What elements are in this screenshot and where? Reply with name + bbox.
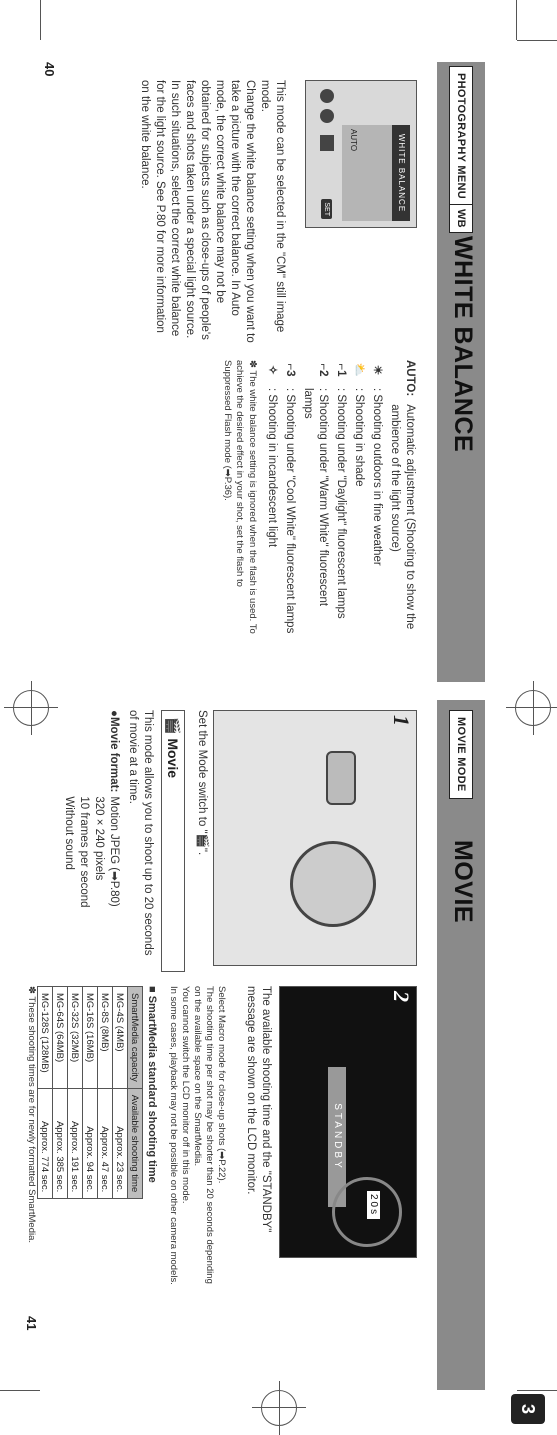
crop-mark [516, 0, 517, 40]
page-title: MOVIE [449, 840, 477, 924]
list-item: : Shooting under "Daylight" fluorescent lamps [335, 388, 347, 619]
format-label: ●Movie format: [108, 710, 120, 793]
table-note: ✽ These shooting times are for newly formatted SmartMedia. [26, 986, 37, 1244]
exposure-icon [320, 109, 334, 123]
step-2-figure [279, 986, 417, 1258]
step-number: 1 [389, 715, 414, 726]
movie-subheading: 🎬 Movie [161, 710, 185, 972]
list-item: : Shooting outdoors in fine weather [371, 388, 383, 566]
table-header-row [128, 987, 143, 1199]
wb-intro-text [137, 80, 287, 345]
table-header: SmartMedia capacity [128, 987, 143, 1089]
movie-notes [167, 986, 227, 1286]
registration-mark-icon [261, 1390, 297, 1426]
step-1-figure [213, 710, 417, 966]
shooting-time-table [37, 986, 143, 1199]
table-row: MG-64S (64MB) Approx. 385 sec. [53, 987, 68, 1199]
incandescent-icon: ✧ [266, 365, 278, 375]
page-title: WHITE BALANCE [449, 236, 477, 453]
format-line: Without sound [63, 796, 75, 870]
standby-banner: STANDBY [328, 1067, 346, 1207]
crop-mark [40, 0, 41, 40]
list-item: : Shooting in shade [353, 388, 365, 487]
list-item: Automatic adjustment (Shooting to show the ambience of the light source) [389, 404, 416, 630]
time-remaining: 20s [367, 1191, 380, 1219]
wb-menu-icon [320, 135, 334, 151]
table-row: MG-128S (128MB) Approx. 774 sec. [38, 987, 53, 1199]
self-timer-icon [320, 89, 334, 103]
wb-paragraph: Change the white balance setting when you want to take a picture with the correct balance. In Auto mode, the correct white balance may not be obtained for subjects such as close-ups of people's faces and shots taken under a special light source. In such situations, select the correct white balance for the light source. See P.80 for more information on the white balance. [139, 80, 256, 343]
lcd-title: WHITE BALANCE [392, 125, 410, 221]
mode-switch-icon [326, 751, 356, 805]
list-item: : Shooting under "Cool White" fluorescent lamps [284, 388, 296, 634]
format-line: 10 frames per second [78, 796, 90, 908]
wb-note: ✽ The white balance setting is ignored when the flash is used. To achieve the desired effect in your shot, set the flash to Suppressed Flash mode (➡P.36). [222, 360, 258, 634]
step-1-caption: Set the Mode switch to "🎬". [196, 710, 208, 856]
list-item: : Shooting in incandescent light [266, 388, 278, 548]
table-row: MG-4S (4MB) Approx. 23 sec. [113, 987, 128, 1199]
table-title: ■ SmartMedia standard shooting time [146, 986, 158, 1183]
step-2-caption: The available shooting time and the "STANDBY" message are shown on the LCD monitor. [245, 986, 272, 1233]
fluorescent-3-icon: ⌐3 [284, 363, 296, 377]
wb-mode-list [221, 360, 418, 635]
right-header-bar [437, 700, 485, 1390]
sun-icon: ☀ [371, 364, 383, 376]
table-row: MG-32S (32MB) Approx. 191 sec. [68, 987, 83, 1199]
wb-lcd-screenshot [305, 80, 417, 228]
set-icon: SET [322, 199, 333, 219]
shade-icon: ⛅ [353, 362, 365, 378]
list-item: : Shooting under "Warm White" fluorescent lamps [302, 388, 329, 607]
crop-mark [517, 1390, 557, 1391]
wb-intro: This mode can be selected in the "CM" still image mode. [259, 80, 286, 333]
fluorescent-1-icon: ⌐1 [335, 363, 347, 377]
page-number-left: 40 [42, 62, 57, 77]
lcd-auto: AUTO [349, 129, 358, 152]
registration-mark-icon [515, 690, 551, 726]
format-line: Motion JPEG (➡P.80) [108, 796, 120, 907]
wb-icon: WB [449, 204, 473, 233]
page-number-right: 41 [24, 1316, 39, 1331]
table-row: MG-16S (16MB) Approx. 94 sec. [83, 987, 98, 1199]
movie-intro: This mode allows you to shoot up to 20 seconds of movie at a time. [127, 710, 154, 956]
note-item: Select Macro mode for close-up shots (➡P.22). [216, 986, 227, 1184]
crop-mark [517, 40, 557, 41]
step-number: 2 [389, 991, 414, 1002]
chapter-badge: 3 [511, 1394, 545, 1424]
mode-dial-icon [290, 841, 376, 927]
note-item: The shooting time per shot may be shorter than 20 seconds depending on the available space on the SmartMedia. [192, 986, 215, 1284]
table-header: Available shooting time [128, 1088, 143, 1199]
table-row: MG-8S (8MB) Approx. 47 sec. [98, 987, 113, 1199]
fluorescent-2-icon: ⌐2 [317, 363, 329, 377]
menu-tag: PHOTOGRAPHY MENU [449, 66, 473, 206]
menu-tag: MOVIE MODE [449, 710, 473, 799]
movie-format [61, 710, 121, 968]
registration-mark-icon [13, 690, 49, 726]
note-item: In some cases, playback may not be possible on other camera models. [168, 986, 179, 1285]
format-line: 320 × 240 pixels [93, 796, 105, 881]
note-item: You cannot switch the LCD monitor off in this mode. [180, 986, 191, 1204]
auto-label: AUTO: [404, 360, 416, 397]
crop-mark [0, 1390, 40, 1391]
